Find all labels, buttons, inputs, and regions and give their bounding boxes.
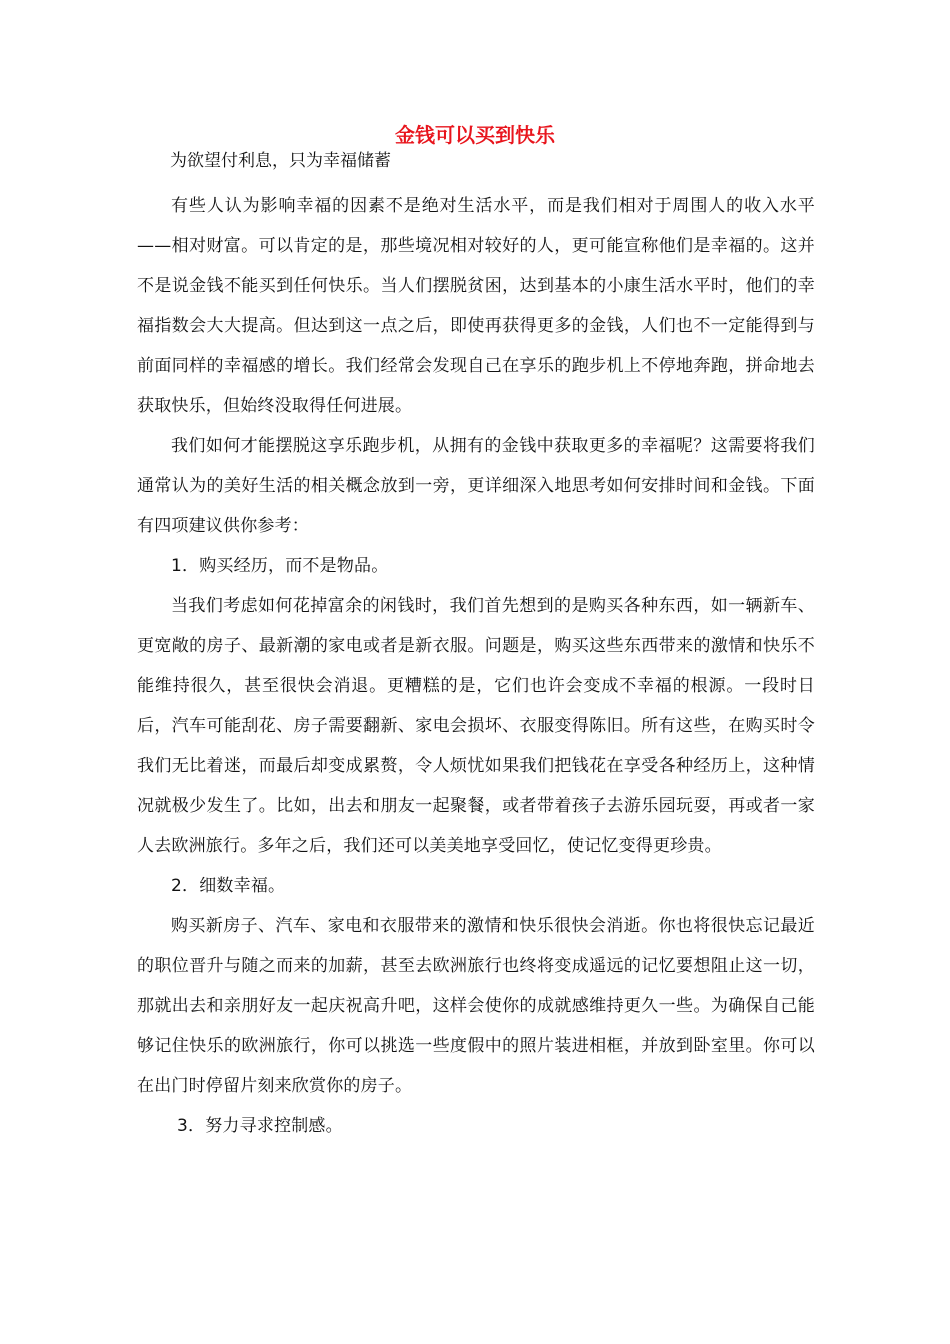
- section-heading-1: 1．购买经历，而不是物品。: [171, 556, 389, 576]
- section-heading-2: 2．细数幸福。: [171, 876, 286, 896]
- paragraph: 有些人认为影响幸福的因素不是绝对生活水平，而是我们相对于周围人的收入水平——相对财富。可以肯定的是，那些境况相对较好的人，更可能宣称他们是幸福的。这并不是说金钱不能买到任何快乐。当人们摆脱贫困，达到基本的小康生活水平时，他们的幸福指数会大大提高。但达到这一点之后，即使再获得更多的金钱，人们也不一定能得到与前面同样的幸福感的增长。我们经常会发现自己在享乐的跑步机上不停地奔跑，拼命地去获取快乐，但始终没取得任何进展。: [137, 196, 815, 416]
- section-heading-3: 3．努力寻求控制感。: [177, 1116, 343, 1136]
- document-subtitle: 为欲望付利息，只为幸福储蓄: [170, 151, 391, 171]
- paragraph: 购买新房子、汽车、家电和衣服带来的激情和快乐很快会消逝。你也将很快忘记最近的职位晋升与随之而来的加薪，甚至去欧洲旅行也终将变成遥远的记忆要想阻止这一切，那就出去和亲朋好友一起庆祝高升吧，这样会使你的成就感维持更久一些。为确保自己能够记住快乐的欧洲旅行，你可以挑选一些度假中的照片装进相框，并放到卧室里。你可以在出门时停留片刻来欣赏你的房子。: [137, 916, 815, 1096]
- paragraph: 当我们考虑如何花掉富余的闲钱时，我们首先想到的是购买各种东西，如一辆新车、更宽敞的房子、最新潮的家电或者是新衣服。问题是，购买这些东西带来的激情和快乐不能维持很久，甚至很快会消退。更糟糕的是，它们也许会变成不幸福的根源。一段时日后，汽车可能刮花、房子需要翻新、家电会损坏、衣服变得陈旧。所有这些，在购买时令我们无比着迷，而最后却变成累赘，令人烦忧如果我们把钱花在享受各种经历上，这种情况就极少发生了。比如，出去和朋友一起聚餐，或者带着孩子去游乐园玩耍，再或者一家人去欧洲旅行。多年之后，我们还可以美美地享受回忆，使记忆变得更珍贵。: [137, 596, 815, 856]
- paragraph: 我们如何才能摆脱这享乐跑步机，从拥有的金钱中获取更多的幸福呢？这需要将我们通常认为的美好生活的相关概念放到一旁，更详细深入地思考如何安排时间和金钱。下面有四项建议供你参考：: [137, 436, 815, 536]
- document-body: [137, 186, 815, 1146]
- document-title: 金钱可以买到快乐: [395, 123, 555, 147]
